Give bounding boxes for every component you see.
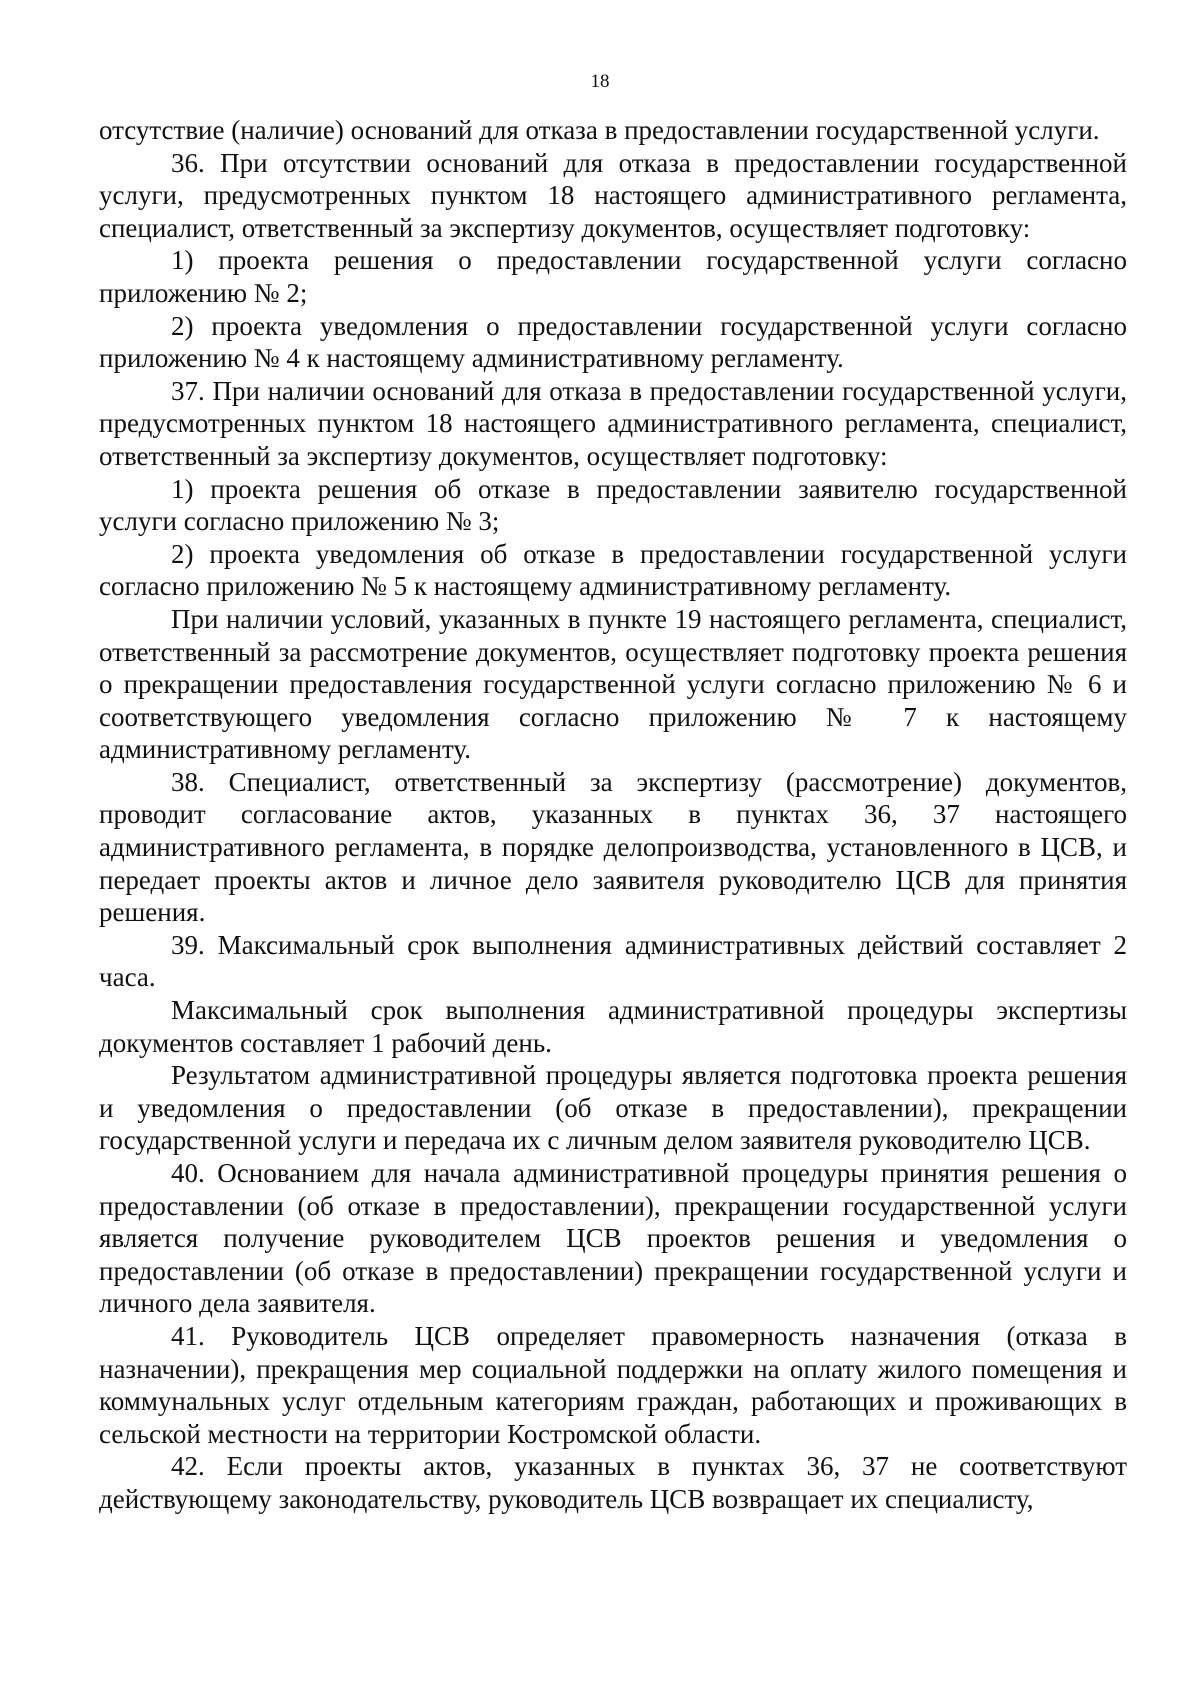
paragraph-result: Результатом административной процедуры является подготовка проекта решения и уведомления о предоставлении (об отказе в предоставлении), прекращении государственной услуги и передача их с личным делом заявителя руководителю ЦСВ. — [99, 1060, 1127, 1156]
paragraph-37-item-1: 1) проекта решения об отказе в предоставлении заявителю государственной услуги согласно приложению № 3; — [99, 473, 1127, 537]
paragraph-37: 37. При наличии оснований для отказа в предоставлении государственной услуги, предусмотренных пунктом 18 настоящего административного регламента, специалист, ответственный за экспертизу документов, осуществляет подготовку: — [99, 375, 1127, 471]
paragraph-42: 42. Если проекты актов, указанных в пунктах 36, 37 не соответствуют действующему законодательству, руководитель ЦСВ возвращает их специалисту, — [99, 1451, 1127, 1514]
paragraph-max-term-expertise: Максимальный срок выполнения административной процедуры экспертизы документов составляет 1 рабочий день. — [99, 995, 1127, 1058]
paragraph-38: 38. Специалист, ответственный за экспертизу (рассмотрение) документов, проводит согласование актов, указанных в пунктах 36, 37 настоящего административного регламента, в порядке делопроизводства, установленного в ЦСВ, и передает проекты актов и личное дело заявителя руководителю ЦСВ для принятия решения. — [99, 766, 1127, 928]
paragraph-termination-conditions: При наличии условий, указанных в пункте 19 настоящего регламента, специалист, ответственный за рассмотрение документов, осуществляет подготовку проекта решения о прекращении предоставления государственной услуги согласно приложению № 6 и соответствующего уведомления согласно приложению № 7 к настоящему административному регламенту. — [99, 603, 1127, 765]
page-number: 18 — [590, 71, 610, 92]
paragraph-39: 39. Максимальный срок выполнения административных действий составляет 2 часа. — [99, 929, 1127, 993]
document-body — [99, 114, 1127, 1516]
paragraph-37-item-2: 2) проекта уведомления об отказе в предоставлении государственной услуги согласно приложению № 5 к настоящему административному регламенту. — [99, 538, 1127, 602]
paragraph-41: 41. Руководитель ЦСВ определяет правомерность назначения (отказа в назначении), прекращения мер социальной поддержки на оплату жилого помещения и коммунальных услуг отдельным категориям граждан, работающих и проживающих в сельской местности на территории Костромской области. — [99, 1320, 1127, 1449]
paragraph-continuation: отсутствие (наличие) оснований для отказа в предоставлении государственной услуги. — [99, 115, 1100, 145]
paragraph-36-item-2: 2) проекта уведомления о предоставлении государственной услуги согласно приложению № 4 к настоящему административному регламенту. — [99, 310, 1127, 374]
paragraph-40: 40. Основанием для начала административной процедуры принятия решения о предоставлении (об отказе в предоставлении), прекращении государственной услуги является получение руководителем ЦСВ проектов решения и уведомления о предоставлении (об отказе в предоставлении) прекращении государственной услуги и личного дела заявителя. — [99, 1158, 1127, 1319]
paragraph-36: 36. При отсутствии оснований для отказа в предоставлении государственной услуги, предусмотренных пунктом 18 настоящего административного регламента, специалист, ответственный за экспертизу документов, осуществляет подготовку: — [99, 147, 1127, 243]
paragraph-36-item-1: 1) проекта решения о предоставлении государственной услуги согласно приложению № 2; — [99, 245, 1127, 308]
